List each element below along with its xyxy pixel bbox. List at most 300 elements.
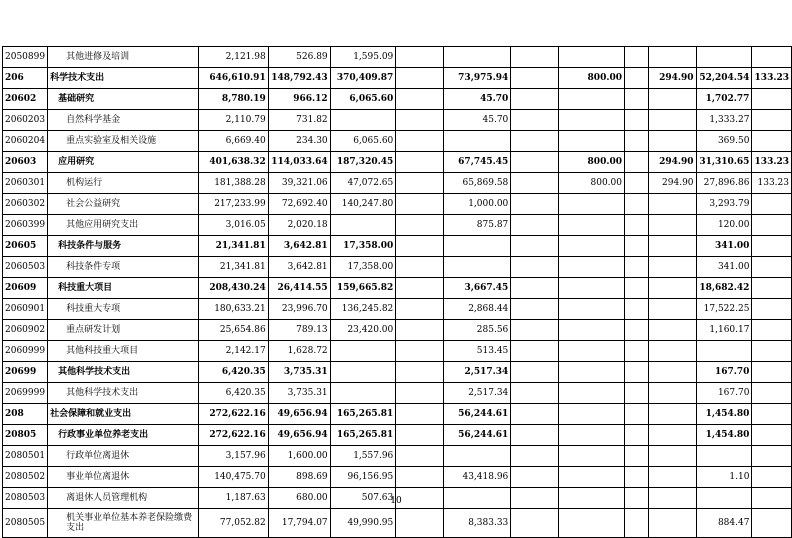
subject-code-cell: 20602 xyxy=(3,89,48,110)
amount-cell: 341.00 xyxy=(696,236,752,257)
amount-cell xyxy=(511,446,559,467)
table-row xyxy=(3,89,792,110)
subject-name: 其他科技重大项目 xyxy=(66,346,139,356)
amount-cell xyxy=(330,362,396,383)
amount-cell: 966.12 xyxy=(268,89,330,110)
subject-name-cell xyxy=(48,215,199,236)
amount-cell: 6,420.35 xyxy=(199,362,268,383)
subject-name-cell xyxy=(48,446,199,467)
amount-cell xyxy=(511,131,559,152)
amount-cell xyxy=(752,446,792,467)
amount-cell xyxy=(649,383,696,404)
subject-name: 其他应用研究支出 xyxy=(66,220,139,230)
amount-cell: 6,420.35 xyxy=(199,383,268,404)
table-row xyxy=(3,362,792,383)
amount-cell: 77,052.82 xyxy=(199,509,268,538)
amount-cell: 2,121.98 xyxy=(199,47,268,68)
amount-cell: 8,383.33 xyxy=(444,509,511,538)
amount-cell xyxy=(396,404,444,425)
amount-cell: 341.00 xyxy=(696,257,752,278)
amount-cell: 370,409.87 xyxy=(330,68,396,89)
table-row xyxy=(3,152,792,173)
amount-cell xyxy=(625,215,649,236)
amount-cell xyxy=(396,215,444,236)
amount-cell: 680.00 xyxy=(268,488,330,509)
subject-name: 科技条件专项 xyxy=(66,262,121,272)
amount-cell xyxy=(511,173,559,194)
amount-cell xyxy=(330,110,396,131)
amount-cell: 6,669.40 xyxy=(199,131,268,152)
subject-name: 重点研发计划 xyxy=(66,325,121,335)
amount-cell xyxy=(649,404,696,425)
amount-cell xyxy=(396,362,444,383)
amount-cell: 21,341.81 xyxy=(199,257,268,278)
amount-cell xyxy=(511,215,559,236)
amount-cell: 789.13 xyxy=(268,320,330,341)
amount-cell xyxy=(649,509,696,538)
budget-table xyxy=(2,46,792,538)
subject-name: 行政单位离退休 xyxy=(66,451,130,461)
subject-name-cell xyxy=(48,467,199,488)
amount-cell xyxy=(330,215,396,236)
amount-cell: 67,745.45 xyxy=(444,152,511,173)
amount-cell: 272,622.16 xyxy=(199,425,268,446)
amount-cell: 120.00 xyxy=(696,215,752,236)
amount-cell: 1,187.63 xyxy=(199,488,268,509)
amount-cell xyxy=(696,47,752,68)
table-row xyxy=(3,320,792,341)
subject-name-cell xyxy=(48,320,199,341)
amount-cell: 165,265.81 xyxy=(330,425,396,446)
subject-name-cell xyxy=(48,404,199,425)
amount-cell: 3,293.79 xyxy=(696,194,752,215)
amount-cell: 17,522.25 xyxy=(696,299,752,320)
amount-cell xyxy=(752,278,792,299)
subject-name-cell xyxy=(48,89,199,110)
subject-name: 科技重大专项 xyxy=(66,304,121,314)
amount-cell xyxy=(625,446,649,467)
subject-name-cell xyxy=(48,383,199,404)
amount-cell: 18,682.42 xyxy=(696,278,752,299)
amount-cell xyxy=(625,131,649,152)
amount-cell: 272,622.16 xyxy=(199,404,268,425)
amount-cell xyxy=(752,362,792,383)
amount-cell: 43,418.96 xyxy=(444,467,511,488)
subject-name-cell xyxy=(48,278,199,299)
amount-cell: 49,656.94 xyxy=(268,425,330,446)
amount-cell xyxy=(444,236,511,257)
subject-name: 应用研究 xyxy=(58,157,95,167)
subject-name: 其他科学技术支出 xyxy=(58,367,131,377)
subject-name: 科学技术支出 xyxy=(50,73,105,83)
subject-name-cell xyxy=(48,362,199,383)
amount-cell xyxy=(649,47,696,68)
amount-cell: 1,454.80 xyxy=(696,404,752,425)
amount-cell: 140,475.70 xyxy=(199,467,268,488)
amount-cell xyxy=(559,257,625,278)
amount-cell: 96,156.95 xyxy=(330,467,396,488)
amount-cell: 45.70 xyxy=(444,89,511,110)
amount-cell: 31,310.65 xyxy=(696,152,752,173)
table-row xyxy=(3,278,792,299)
amount-cell xyxy=(396,446,444,467)
amount-cell: 114,033.64 xyxy=(268,152,330,173)
amount-cell: 47,072.65 xyxy=(330,173,396,194)
amount-cell xyxy=(511,47,559,68)
amount-cell: 56,244.61 xyxy=(444,425,511,446)
amount-cell xyxy=(625,425,649,446)
amount-cell: 1.10 xyxy=(696,467,752,488)
subject-code-cell: 2060302 xyxy=(3,194,48,215)
amount-cell: 21,341.81 xyxy=(199,236,268,257)
subject-code-cell: 20609 xyxy=(3,278,48,299)
table-row xyxy=(3,173,792,194)
amount-cell xyxy=(396,320,444,341)
amount-cell: 3,735.31 xyxy=(268,362,330,383)
amount-cell xyxy=(511,425,559,446)
amount-cell xyxy=(396,425,444,446)
amount-cell xyxy=(752,257,792,278)
amount-cell xyxy=(649,425,696,446)
amount-cell xyxy=(511,383,559,404)
amount-cell: 731.82 xyxy=(268,110,330,131)
amount-cell xyxy=(396,299,444,320)
amount-cell: 6,065.60 xyxy=(330,131,396,152)
amount-cell xyxy=(511,152,559,173)
subject-code-cell: 20605 xyxy=(3,236,48,257)
table-row xyxy=(3,467,792,488)
amount-cell: 17,358.00 xyxy=(330,236,396,257)
amount-cell: 898.69 xyxy=(268,467,330,488)
table-body xyxy=(3,47,792,538)
amount-cell: 17,794.07 xyxy=(268,509,330,538)
amount-cell xyxy=(752,194,792,215)
subject-name-cell xyxy=(48,509,199,538)
subject-name-cell xyxy=(48,47,199,68)
amount-cell: 234.30 xyxy=(268,131,330,152)
amount-cell xyxy=(396,509,444,538)
amount-cell xyxy=(330,383,396,404)
subject-name: 科技重大项目 xyxy=(58,283,113,293)
amount-cell xyxy=(752,467,792,488)
amount-cell xyxy=(396,383,444,404)
subject-code-cell: 20699 xyxy=(3,362,48,383)
amount-cell xyxy=(559,404,625,425)
amount-cell xyxy=(625,467,649,488)
amount-cell xyxy=(649,446,696,467)
amount-cell xyxy=(559,467,625,488)
subject-name: 事业单位离退休 xyxy=(66,472,130,482)
page-number: 10 xyxy=(390,496,402,506)
subject-name: 科技条件与服务 xyxy=(58,241,122,251)
subject-code-cell: 2060902 xyxy=(3,320,48,341)
amount-cell: 3,642.81 xyxy=(268,257,330,278)
subject-name: 自然科学基金 xyxy=(66,115,121,125)
amount-cell xyxy=(625,509,649,538)
amount-cell xyxy=(559,341,625,362)
amount-cell xyxy=(752,47,792,68)
amount-cell xyxy=(625,89,649,110)
amount-cell xyxy=(444,257,511,278)
amount-cell xyxy=(559,362,625,383)
table-row xyxy=(3,299,792,320)
amount-cell xyxy=(625,278,649,299)
amount-cell xyxy=(559,425,625,446)
amount-cell: 27,896.86 xyxy=(696,173,752,194)
amount-cell xyxy=(649,299,696,320)
amount-cell xyxy=(649,278,696,299)
amount-cell xyxy=(625,383,649,404)
amount-cell xyxy=(752,425,792,446)
subject-name-cell xyxy=(48,152,199,173)
subject-name: 基础研究 xyxy=(58,94,95,104)
amount-cell: 2,517.34 xyxy=(444,362,511,383)
amount-cell: 2,110.79 xyxy=(199,110,268,131)
amount-cell xyxy=(559,320,625,341)
amount-cell: 294.90 xyxy=(649,152,696,173)
amount-cell xyxy=(511,509,559,538)
amount-cell xyxy=(559,299,625,320)
subject-code-cell: 2080502 xyxy=(3,467,48,488)
amount-cell: 1,454.80 xyxy=(696,425,752,446)
amount-cell xyxy=(330,341,396,362)
amount-cell: 800.00 xyxy=(559,173,625,194)
amount-cell: 2,868.44 xyxy=(444,299,511,320)
amount-cell: 165,265.81 xyxy=(330,404,396,425)
table-row xyxy=(3,47,792,68)
amount-cell: 26,414.55 xyxy=(268,278,330,299)
amount-cell xyxy=(396,131,444,152)
subject-name-cell xyxy=(48,299,199,320)
amount-cell: 2,020.18 xyxy=(268,215,330,236)
amount-cell xyxy=(559,278,625,299)
subject-name: 机构运行 xyxy=(66,178,103,188)
amount-cell: 217,233.99 xyxy=(199,194,268,215)
amount-cell xyxy=(696,341,752,362)
amount-cell: 800.00 xyxy=(559,152,625,173)
amount-cell xyxy=(511,404,559,425)
amount-cell xyxy=(511,320,559,341)
amount-cell xyxy=(752,215,792,236)
subject-name-cell xyxy=(48,425,199,446)
amount-cell: 1,702.77 xyxy=(696,89,752,110)
table-row xyxy=(3,194,792,215)
amount-cell xyxy=(649,257,696,278)
amount-cell: 52,204.54 xyxy=(696,68,752,89)
amount-cell xyxy=(559,446,625,467)
amount-cell: 1,600.00 xyxy=(268,446,330,467)
amount-cell xyxy=(511,362,559,383)
amount-cell xyxy=(752,320,792,341)
amount-cell: 1,333.27 xyxy=(696,110,752,131)
amount-cell xyxy=(511,299,559,320)
subject-code-cell: 2080505 xyxy=(3,509,48,538)
amount-cell xyxy=(511,278,559,299)
subject-code-cell: 20603 xyxy=(3,152,48,173)
amount-cell: 6,065.60 xyxy=(330,89,396,110)
subject-code-cell: 208 xyxy=(3,404,48,425)
amount-cell xyxy=(559,194,625,215)
amount-cell: 8,780.19 xyxy=(199,89,268,110)
amount-cell: 526.89 xyxy=(268,47,330,68)
amount-cell xyxy=(625,299,649,320)
amount-cell xyxy=(511,341,559,362)
subject-name-cell xyxy=(48,194,199,215)
amount-cell xyxy=(625,320,649,341)
subject-code-cell: 20805 xyxy=(3,425,48,446)
amount-cell: 800.00 xyxy=(559,68,625,89)
table-row xyxy=(3,110,792,131)
amount-cell xyxy=(625,47,649,68)
amount-cell: 3,735.31 xyxy=(268,383,330,404)
amount-cell xyxy=(396,236,444,257)
amount-cell xyxy=(559,215,625,236)
amount-cell xyxy=(396,467,444,488)
table-row xyxy=(3,215,792,236)
amount-cell xyxy=(559,236,625,257)
amount-cell: 181,388.28 xyxy=(199,173,268,194)
subject-name-cell xyxy=(48,236,199,257)
amount-cell xyxy=(396,47,444,68)
table-row xyxy=(3,131,792,152)
table-row xyxy=(3,236,792,257)
amount-cell xyxy=(752,341,792,362)
amount-cell xyxy=(559,131,625,152)
amount-cell xyxy=(559,383,625,404)
amount-cell: 208,430.24 xyxy=(199,278,268,299)
table-row xyxy=(3,383,792,404)
amount-cell: 56,244.61 xyxy=(444,404,511,425)
amount-cell: 23,996.70 xyxy=(268,299,330,320)
subject-code-cell: 2060999 xyxy=(3,341,48,362)
subject-name: 机关事业单位基本养老保险缴费支出 xyxy=(66,513,193,533)
amount-cell: 884.47 xyxy=(696,509,752,538)
amount-cell xyxy=(649,467,696,488)
subject-name-cell xyxy=(48,131,199,152)
amount-cell: 167.70 xyxy=(696,362,752,383)
table-row xyxy=(3,425,792,446)
amount-cell xyxy=(752,404,792,425)
amount-cell xyxy=(649,341,696,362)
amount-cell: 3,667.45 xyxy=(444,278,511,299)
amount-cell: 1,160.17 xyxy=(696,320,752,341)
amount-cell xyxy=(752,236,792,257)
amount-cell xyxy=(559,110,625,131)
subject-name: 其他科学技术支出 xyxy=(66,388,139,398)
subject-name: 其他进修及培训 xyxy=(66,52,130,62)
subject-code-cell: 2060204 xyxy=(3,131,48,152)
subject-code-cell: 2069999 xyxy=(3,383,48,404)
amount-cell xyxy=(511,236,559,257)
amount-cell xyxy=(649,236,696,257)
amount-cell xyxy=(649,131,696,152)
amount-cell xyxy=(649,110,696,131)
subject-code-cell: 206 xyxy=(3,68,48,89)
amount-cell: 45.70 xyxy=(444,110,511,131)
amount-cell: 401,638.32 xyxy=(199,152,268,173)
amount-cell xyxy=(625,341,649,362)
subject-code-cell: 2060203 xyxy=(3,110,48,131)
amount-cell: 49,656.94 xyxy=(268,404,330,425)
amount-cell xyxy=(649,320,696,341)
amount-cell xyxy=(396,89,444,110)
subject-name: 离退休人员管理机构 xyxy=(66,493,148,503)
amount-cell: 133.23 xyxy=(752,152,792,173)
amount-cell: 65,869.58 xyxy=(444,173,511,194)
amount-cell xyxy=(752,299,792,320)
amount-cell: 507.63 xyxy=(330,488,396,509)
amount-cell xyxy=(511,257,559,278)
amount-cell: 2,517.34 xyxy=(444,383,511,404)
table-row xyxy=(3,68,792,89)
amount-cell xyxy=(625,236,649,257)
table-row xyxy=(3,341,792,362)
subject-code-cell: 2080503 xyxy=(3,488,48,509)
amount-cell xyxy=(696,446,752,467)
table-row xyxy=(3,446,792,467)
amount-cell xyxy=(752,383,792,404)
amount-cell xyxy=(625,194,649,215)
subject-name: 重点实验室及相关设施 xyxy=(66,136,157,146)
amount-cell xyxy=(752,89,792,110)
subject-code-cell: 2060901 xyxy=(3,299,48,320)
amount-cell xyxy=(511,68,559,89)
amount-cell: 140,247.80 xyxy=(330,194,396,215)
amount-cell xyxy=(559,89,625,110)
amount-cell xyxy=(511,194,559,215)
amount-cell: 167.70 xyxy=(696,383,752,404)
amount-cell: 369.50 xyxy=(696,131,752,152)
subject-code-cell: 2060503 xyxy=(3,257,48,278)
subject-name-cell xyxy=(48,173,199,194)
amount-cell xyxy=(625,68,649,89)
subject-name-cell xyxy=(48,68,199,89)
amount-cell: 3,157.96 xyxy=(199,446,268,467)
amount-cell xyxy=(559,47,625,68)
amount-cell xyxy=(649,215,696,236)
amount-cell: 180,633.21 xyxy=(199,299,268,320)
amount-cell xyxy=(625,257,649,278)
amount-cell xyxy=(396,68,444,89)
amount-cell: 39,321.06 xyxy=(268,173,330,194)
amount-cell: 136,245.82 xyxy=(330,299,396,320)
amount-cell xyxy=(396,173,444,194)
amount-cell xyxy=(396,341,444,362)
table-row xyxy=(3,509,792,538)
amount-cell: 513.45 xyxy=(444,341,511,362)
amount-cell xyxy=(511,89,559,110)
amount-cell xyxy=(752,131,792,152)
amount-cell: 49,990.95 xyxy=(330,509,396,538)
amount-cell xyxy=(444,446,511,467)
amount-cell: 72,692.40 xyxy=(268,194,330,215)
subject-name-cell xyxy=(48,341,199,362)
amount-cell: 1,000.00 xyxy=(444,194,511,215)
amount-cell xyxy=(396,152,444,173)
amount-cell: 646,610.91 xyxy=(199,68,268,89)
amount-cell: 1,595.09 xyxy=(330,47,396,68)
table-row xyxy=(3,257,792,278)
amount-cell: 133.23 xyxy=(752,173,792,194)
amount-cell: 159,665.82 xyxy=(330,278,396,299)
amount-cell xyxy=(752,509,792,538)
amount-cell xyxy=(511,467,559,488)
subject-name-cell xyxy=(48,257,199,278)
amount-cell: 294.90 xyxy=(649,173,696,194)
amount-cell: 25,654.86 xyxy=(199,320,268,341)
amount-cell xyxy=(625,173,649,194)
amount-cell: 2,142.17 xyxy=(199,341,268,362)
